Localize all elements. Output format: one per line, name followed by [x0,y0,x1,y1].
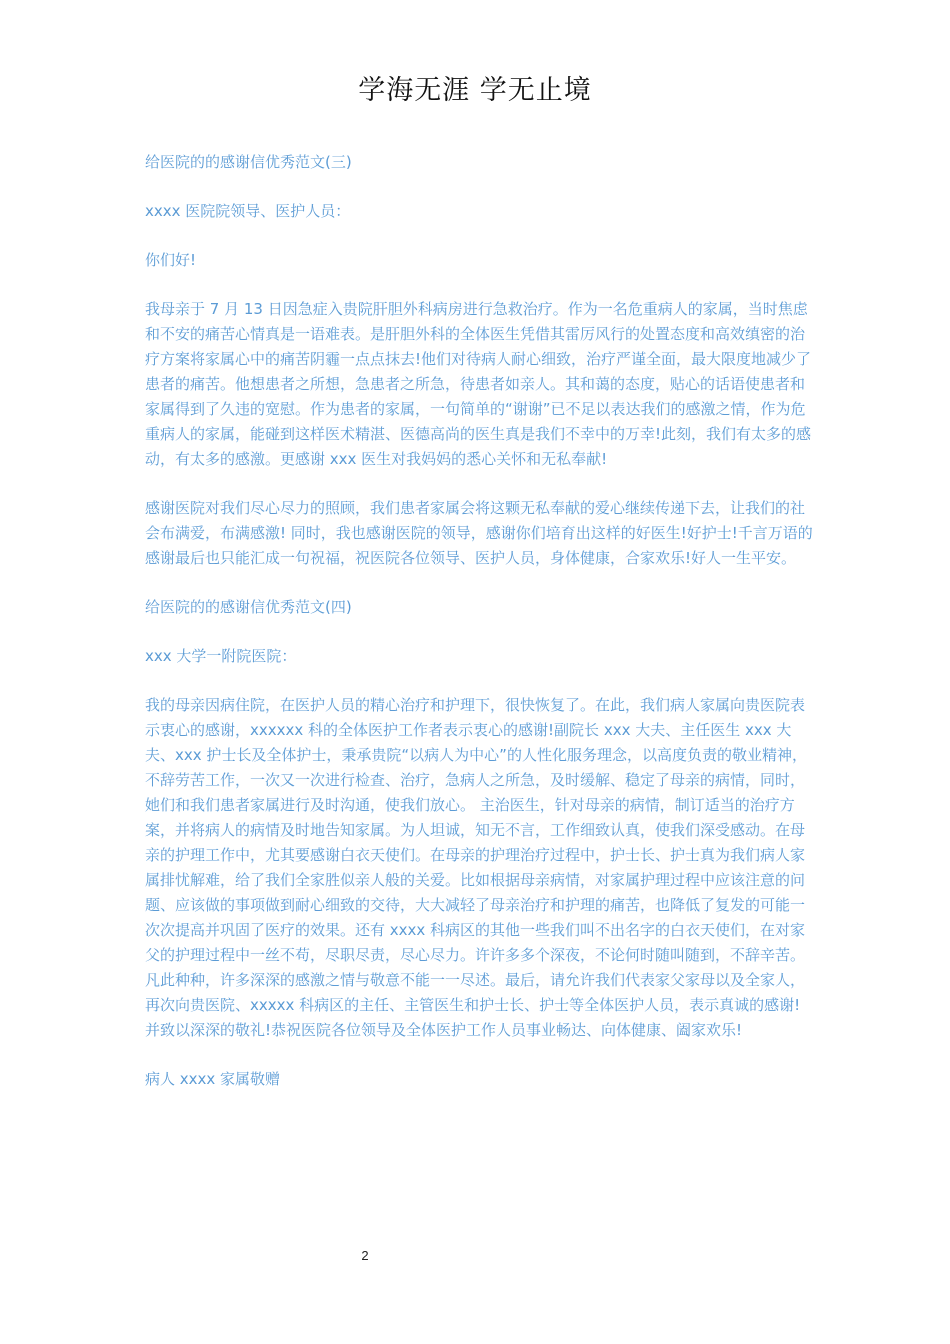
section-heading-4: 给医院的的感谢信优秀范文(四) [145,598,352,616]
page-header-title: 学海无涯 学无止境 [358,75,592,106]
paragraph-3-2: 感谢医院对我们尽心尽力的照顾，我们患者家属会将这颗无私奉献的爱心继续传递下去，让我们的社会布满爱，布满感激! 同时，我也感谢医院的领导，感谢你们培育出这样的好医生!好护士!千言万语的感谢最后也只能汇成一句祝福，祝医院各位领导、医护人员，身体健康，合家欢乐!好人一生平安。 [145,499,813,567]
signature: 病人 xxxx 家属敬赠 [145,1070,281,1088]
document-body [145,150,813,1116]
salutation-3: xxxx 医院院领导、医护人员： [145,202,351,220]
page-number: 2 [361,1248,369,1263]
section-heading-3: 给医院的的感谢信优秀范文(三) [145,153,352,171]
paragraph-4-1: 我的母亲因病住院，在医护人员的精心治疗和护理下，很快恢复了。在此，我们病人家属向贵医院表示衷心的感谢，xxxxxx 科的全体医护工作者表示衷心的感谢!副院长 xxx 大夫、主任医生 xxx 大夫、xxx 护士长及全体护士，秉承贵院“以病人为中心”的人性化服务理念，以高度负责的敬业精神，不辞劳苦工作，一次又一次进行检查、治疗，急病人之所急，及时缓解、稳定了母亲的病情，同时，她们和我们患者家属进行及时沟通，使我们放心。 主治医生，针对母亲的病情，制订适当的治疗方案，并将病人的病情及时地告知家属。为人坦诚，知无不言，工作细致认真，使我们深受感动。在母亲的护理工作中，尤其要感谢白衣天使们。在母亲的护理治疗过程中，护士长、护士真为我们病人家属排忧解难，给了我们全家胜似亲人般的关爱。比如根据母亲病情，对家属护理过程中应该注意的问题、应该做的事项做到耐心细致的交待，大大减轻了母亲治疗和护理的痛苦，也降低了复发的可能一次次提高并巩固了医疗的效果。还有 xxxx 科病区的其他一些我们叫不出名字的白衣天使们，在对家父的护理过程中一丝不苟，尽职尽责，尽心尽力。许许多多个深夜，不论何时随叫随到，不辞辛苦。凡此种种，许多深深的感激之情与敬意不能一一尽述。最后，请允许我们代表家父家母以及全家人，再次向贵医院、xxxxx 科病区的主任、主管医生和护士长、护士等全体医护人员，表示真诚的感谢!并致以深深的敬礼!恭祝医院各位领导及全体医护工作人员事业畅达、向体健康、阖家欢乐! [145,696,807,1039]
paragraph-3-1: 我母亲于 7 月 13 日因急症入贵院肝胆外科病房进行急救治疗。作为一名危重病人的家属，当时焦虑和不安的痛苦心情真是一语难表。是肝胆外科的全体医生凭借其雷厉风行的处置态度和高效缜密的治疗方案将家属心中的痛苦阴霾一点点抹去!他们对待病人耐心细致，治疗严谨全面，最大限度地减少了患者的痛苦。他想患者之所想，急患者之所急，待患者如亲人。其和蔼的态度，贴心的话语使患者和家属得到了久违的宽慰。作为患者的家属，一句简单的“谢谢”已不足以表达我们的感激之情，作为危重病人的家属，能碰到这样医术精湛、医德高尚的医生真是我们不幸中的万幸!此刻，我们有太多的感动，有太多的感激。更感谢 xxx 医生对我妈妈的悉心关怀和无私奉献! [145,300,812,468]
salutation-4: xxx 大学一附院医院： [145,647,297,665]
greeting-3: 你们好! [145,251,197,269]
